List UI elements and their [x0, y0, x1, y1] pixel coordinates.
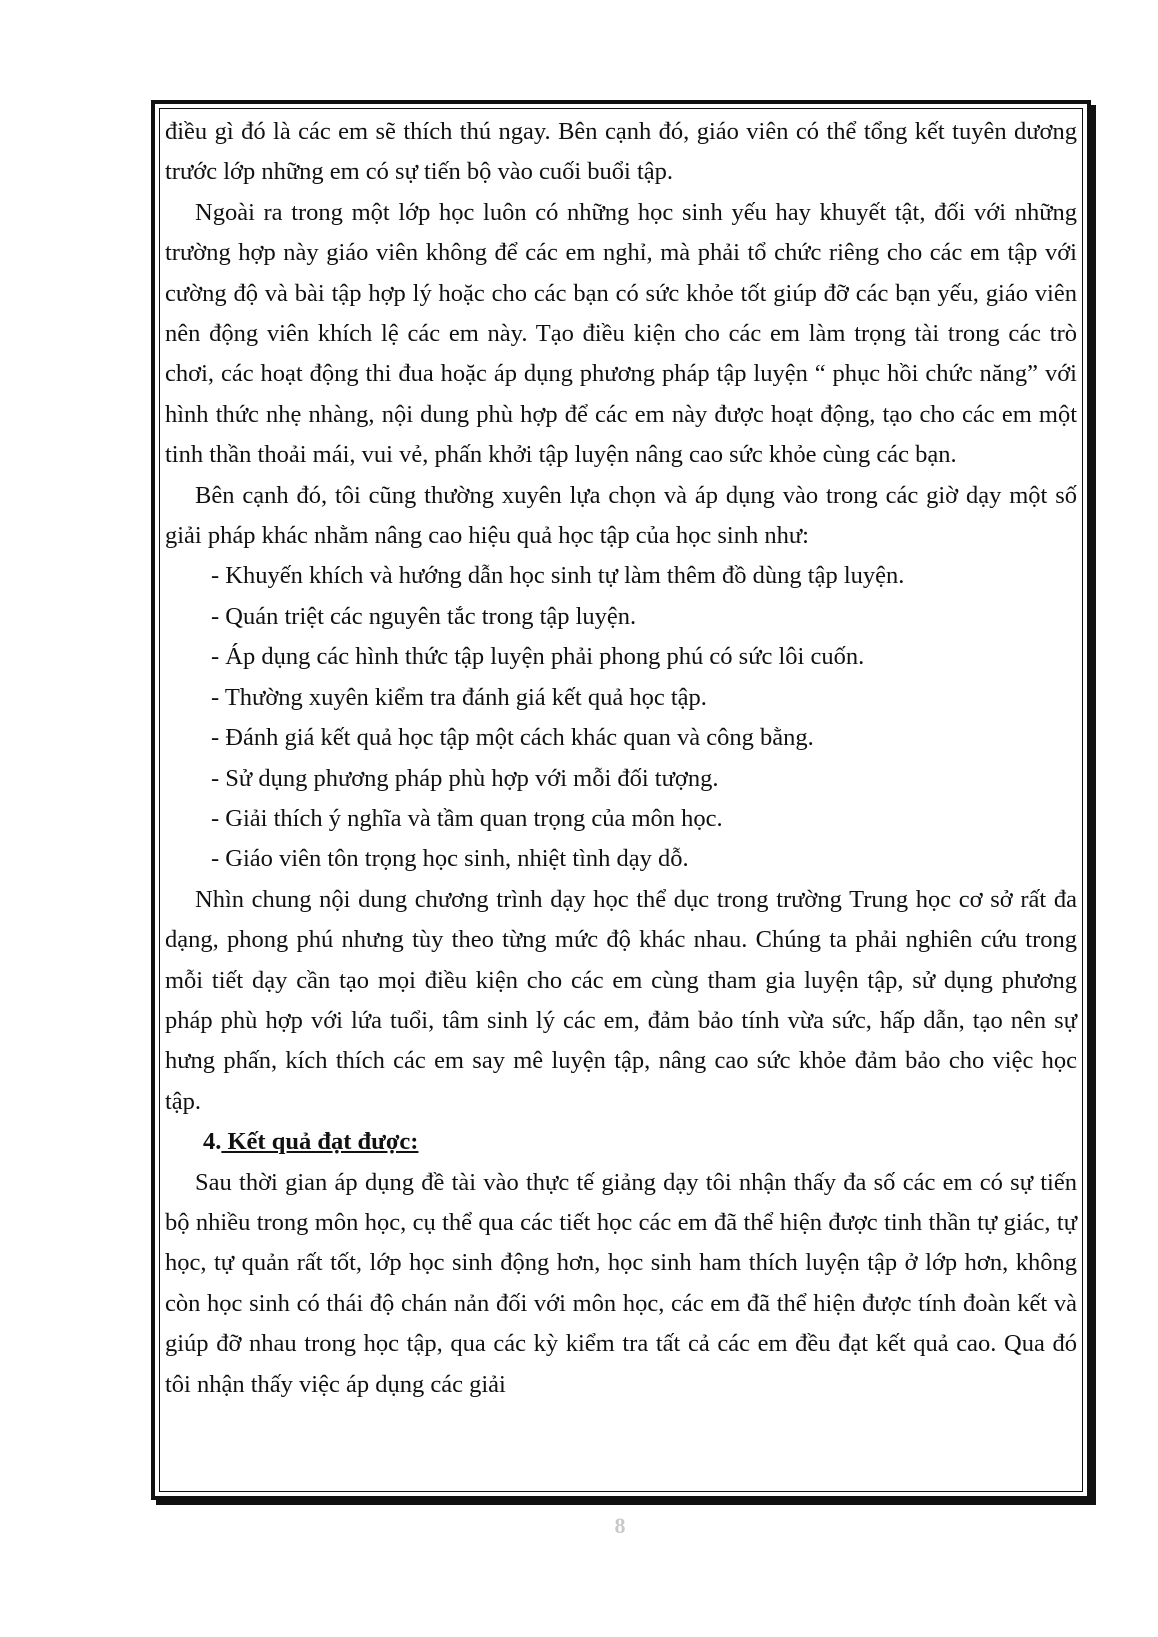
paragraph-summary: Nhìn chung nội dung chương trình dạy học thể dục trong trường Trung học cơ sở rất đa dạng, phong phú nhưng tùy theo từng mức độ khác nhau. Chúng ta phải nghiên cứu trong mỗi tiết dạy cần tạo mọi điều kiện cho các em cùng tham gia luyện tập, sử dụng phương pháp phù hợp với lứa tuổi, tâm sinh lý các em, đảm bảo tính vừa sức, hấp dẫn, tạo nên sự hưng phấn, kích thích các em say mê luyện tập, nâng cao sức khỏe đảm bảo cho việc học tập. [165, 885, 1077, 1115]
list-item: - Quán triệt các nguyên tắc trong tập luyện. [211, 602, 637, 630]
document-body [165, 112, 1077, 1405]
solutions-list [165, 556, 1077, 879]
paragraph-continuation: điều gì đó là các em sẽ thích thú ngay. Bên cạnh đó, giáo viên có thể tổng kết tuyên dương trước lớp những em có sự tiến bộ vào cuối buổi tập. [165, 118, 1077, 186]
list-item: - Khuyến khích và hướng dẫn học sinh tự làm thêm đồ dùng tập luyện. [211, 562, 905, 590]
page-number: 8 [614, 1513, 626, 1538]
list-item: - Áp dụng các hình thức tập luyện phải phong phú có sức lôi cuốn. [211, 643, 865, 671]
list-item: - Đánh giá kết quả học tập một cách khác quan và công bằng. [211, 724, 814, 752]
paragraph-other-solutions: Bên cạnh đó, tôi cũng thường xuyên lựa chọn và áp dụng vào trong các giờ dạy một số giải pháp khác nhằm nâng cao hiệu quả học tập của học sinh như: [165, 481, 1077, 550]
list-item: - Sử dụng phương pháp phù hợp với mỗi đối tượng. [211, 764, 719, 792]
list-item: - Thường xuyên kiểm tra đánh giá kết quả học tập. [211, 683, 707, 711]
section-heading [165, 1122, 1077, 1162]
list-item: - Giải thích ý nghĩa và tầm quan trọng của môn học. [211, 804, 723, 832]
list-item: - Giáo viên tôn trọng học sinh, nhiệt tình dạy dỗ. [211, 845, 689, 873]
section-title: Kết quả đạt được: [221, 1128, 419, 1156]
section-number: 4. [203, 1128, 222, 1156]
paragraph-results: Sau thời gian áp dụng đề tài vào thực tế giảng dạy tôi nhận thấy đa số các em có sự tiến bộ nhiều trong môn học, cụ thể qua các tiết học các em đã thể hiện được tinh thần tự giác, tự học, tự quản rất tốt, lớp học sinh động hơn, học sinh ham thích luyện tập ở lớp hơn, không còn học sinh có thái độ chán nản đối với môn học, các em đã thể hiện được tính đoàn kết và giúp đỡ nhau trong học tập, qua các kỳ kiểm tra tất cả các em đều đạt kết quả cao. Qua đó tôi nhận thấy việc áp dụng các giải [165, 1168, 1077, 1398]
paragraph-weak-students: Ngoài ra trong một lớp học luôn có những học sinh yếu hay khuyết tật, đối với những trường hợp này giáo viên không để các em nghỉ, mà phải tổ chức riêng cho các em tập với cường độ và bài tập hợp lý hoặc cho các bạn có sức khỏe tốt giúp đỡ các bạn yếu, giáo viên nên động viên khích lệ các em này. Tạo điều kiện cho các em làm trọng tài trong các trò chơi, các hoạt động thi đua hoặc áp dụng phương pháp tập luyện “ phục hồi chức năng” với hình thức nhẹ nhàng, nội dung phù hợp để các em này được hoạt động, tạo cho các em một tinh thần thoải mái, vui vẻ, phấn khởi tập luyện nâng cao sức khỏe cùng các bạn. [165, 198, 1077, 469]
